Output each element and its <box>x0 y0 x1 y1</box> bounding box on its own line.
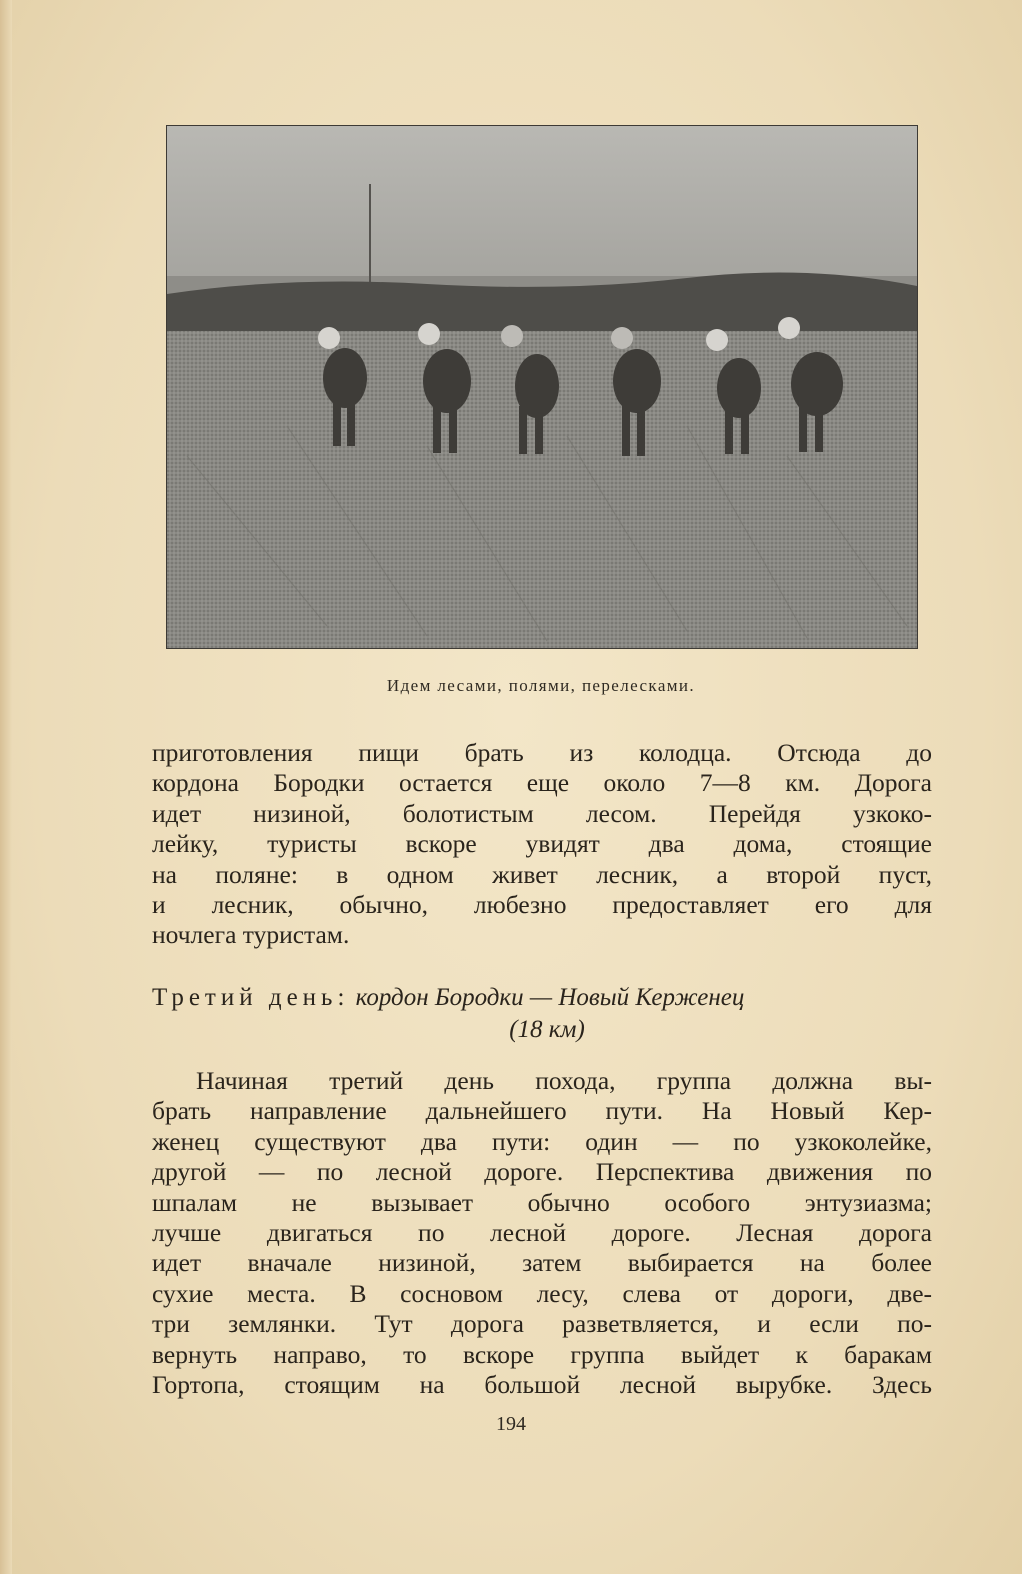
photo-image <box>167 126 917 648</box>
paragraph-1-line: приготовления пищи брать из колодца. Отсюда до <box>152 738 932 767</box>
paragraph-2-line: сухие места. В сосновом лесу, слева от дороги, две- <box>152 1278 932 1308</box>
paragraph-1-line: идет низиной, болотистым лесом. Перейдя узкоко- <box>152 798 932 828</box>
paragraph-2 <box>152 1066 932 1400</box>
paragraph-2-line: другой — по лесной дороге. Перспектива движения по <box>152 1157 932 1187</box>
paragraph-2-line: идет вначале низиной, затем выбирается на более <box>152 1248 932 1278</box>
photo-caption: Идем лесами, полями, перелесками. <box>386 676 696 695</box>
heading-distance: (18 км) <box>509 1016 585 1043</box>
paragraph-2-line: брать направление дальнейшего пути. На Новый Кер- <box>152 1096 932 1126</box>
paragraph-2-line: три землянки. Тут дорога разветвляется, и если по- <box>152 1309 932 1339</box>
page-edge <box>0 0 12 1574</box>
paragraph-2-line: лучше двигаться по лесной дороге. Лесная дорога <box>152 1218 932 1248</box>
paragraph-1-line: ночлега туристам. <box>152 920 350 950</box>
paragraph-2-line: вернуть направо, то вскоре группа выйдет к баракам <box>152 1339 932 1369</box>
paragraph-2-line: Начиная третий день похода, группа должна вы- <box>196 1066 932 1095</box>
hikers-photo <box>166 125 918 649</box>
paragraph-1 <box>152 738 932 951</box>
paragraph-1-line: кордона Бородки остается еще около 7—8 км. Дорога <box>152 768 932 798</box>
paragraph-2-line: Гортопа, стоящим на большой лесной вырубке. Здесь <box>152 1370 932 1400</box>
heading-route: кордон Бородки — Новый Керженец <box>355 984 745 1011</box>
paragraph-1-line: лейку, туристы вскоре увидят два дома, стоящие <box>152 829 932 859</box>
section-heading <box>152 982 942 1046</box>
paragraph-2-line: шпалам не вызывает обычно особого энтузиазма; <box>152 1187 932 1217</box>
heading-label: Третий день: <box>152 984 350 1011</box>
paragraph-2-line: женец существуют два пути: один — по узкоколейке, <box>152 1126 932 1156</box>
paragraph-1-line: на поляне: в одном живет лесник, а второй пуст, <box>152 859 932 889</box>
paragraph-1-line: и лесник, обычно, любезно предоставляет его для <box>152 890 932 920</box>
page-number: 194 <box>496 1413 526 1435</box>
